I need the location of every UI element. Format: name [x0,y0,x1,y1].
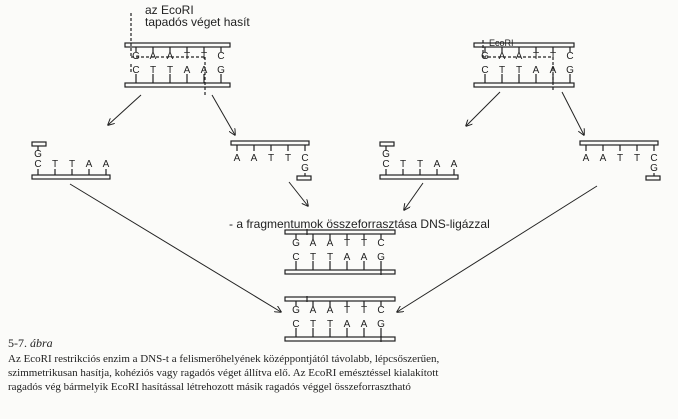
base-letter: A [233,153,241,164]
base-letter: A [498,51,506,62]
base-letter: C [132,65,140,76]
base-letter: A [326,238,334,249]
base-letter: T [326,319,334,330]
base-letter: A [532,65,540,76]
base-letter: T [68,159,76,170]
base-letter: T [549,51,557,62]
base-letter: T [416,159,424,170]
ligated-product-1-bottom [285,270,395,274]
base-letter: G [481,51,489,62]
base-letter: A [599,153,607,164]
fragment-right-1-top [231,141,309,145]
base-letter: C [217,51,225,62]
base-letter: T [284,153,292,164]
base-letter: T [267,153,275,164]
base-letter: G [566,65,574,76]
fragment-left-1-top [32,142,46,146]
fragment-right-2-bottom [646,176,660,180]
base-letter: C [377,238,385,249]
base-letter: T [343,305,351,316]
base-letter: C [292,252,300,263]
top-left-dna-bottom-strand [125,83,230,87]
base-letter: T [200,51,208,62]
base-letter: T [183,51,191,62]
base-letter: T [51,159,59,170]
caption-line-1: Az EcoRI restrikciós enzim a DNS-t a felismerőhelyének középpontjától távolabb, lépcsőszerűen, [8,353,440,365]
top-left-label-line1: az EcoRI [145,3,194,17]
arrow [466,92,500,126]
arrow [562,92,584,135]
arrow [404,183,423,210]
arrow [397,186,597,312]
caption-line-2: szimmetrikusan hasítja, kohéziós vagy ragadós véget állítva elő. Az EcoRI emésztéssel kialakított [8,367,439,379]
base-letter: A [326,305,334,316]
base-letter: T [149,65,157,76]
base-letter: T [360,305,368,316]
base-letter: A [309,305,317,316]
base-letter: A [85,159,93,170]
base-letter: G [292,238,300,249]
base-letter: T [633,153,641,164]
arrow [289,182,308,206]
base-letter: T [498,65,506,76]
base-letter: A [515,51,523,62]
fragment-left-2-bottom [380,175,458,179]
base-letter: A [360,319,368,330]
base-letter: G [217,65,225,76]
base-letter: A [360,252,368,263]
base-letter: C [382,159,390,170]
base-letter: A [166,51,174,62]
base-letter: G [301,163,309,174]
base-letter: A [200,65,208,76]
base-letter: T [326,252,334,263]
arrow [212,95,235,135]
base-letter: C [34,159,42,170]
base-letter: C [650,153,658,164]
base-letter: G [650,163,658,174]
top-left-dna-top-strand [125,43,230,47]
caption-title: 5-7. ábra [8,336,53,350]
base-letter: G [382,149,390,160]
base-letter: A [250,153,258,164]
arrow [108,95,141,125]
base-letter: C [481,65,489,76]
top-right-dna-bottom-strand [474,83,574,87]
base-letter: G [377,319,385,330]
base-letter: G [377,252,385,263]
base-letter: A [549,65,557,76]
base-letter: A [343,319,351,330]
base-letter: T [309,252,317,263]
top-right-label: EcoRI [489,38,514,48]
fragment-left-1-bottom [32,175,110,179]
caption-line-3: ragadós vég bármelyik EcoRI hasítással létrehozott másik ragadós véggel összeforrasztható [8,381,411,393]
base-letter: C [566,51,574,62]
base-letter: A [450,159,458,170]
base-letter: A [343,252,351,263]
figure-caption [8,336,672,394]
base-letter: T [343,238,351,249]
fragment-right-1-bottom [297,176,311,180]
base-letter: G [34,149,42,160]
top-left-label-line2: tapadós véget hasít [145,15,250,29]
base-letter: G [292,305,300,316]
base-letter: C [377,305,385,316]
fragment-left-2-top [380,142,394,146]
base-letter: T [166,65,174,76]
base-letter: T [616,153,624,164]
base-letter: T [360,238,368,249]
base-letter: T [309,319,317,330]
base-letter: A [102,159,110,170]
fragment-right-2-top [580,141,658,145]
base-letter: G [132,51,140,62]
ligated-product-2-top [285,297,395,301]
base-letter: T [399,159,407,170]
base-letter: A [183,65,191,76]
base-letter: A [582,153,590,164]
base-letter: C [301,153,309,164]
base-letter: A [433,159,441,170]
base-letter: A [309,238,317,249]
base-letter: A [149,51,157,62]
base-letter: T [515,65,523,76]
ligase-label: - a fragmentumok összeforrasztása DNS-ligázzal [229,217,490,231]
arrow [70,184,281,312]
base-letter: T [532,51,540,62]
base-letter: C [292,319,300,330]
